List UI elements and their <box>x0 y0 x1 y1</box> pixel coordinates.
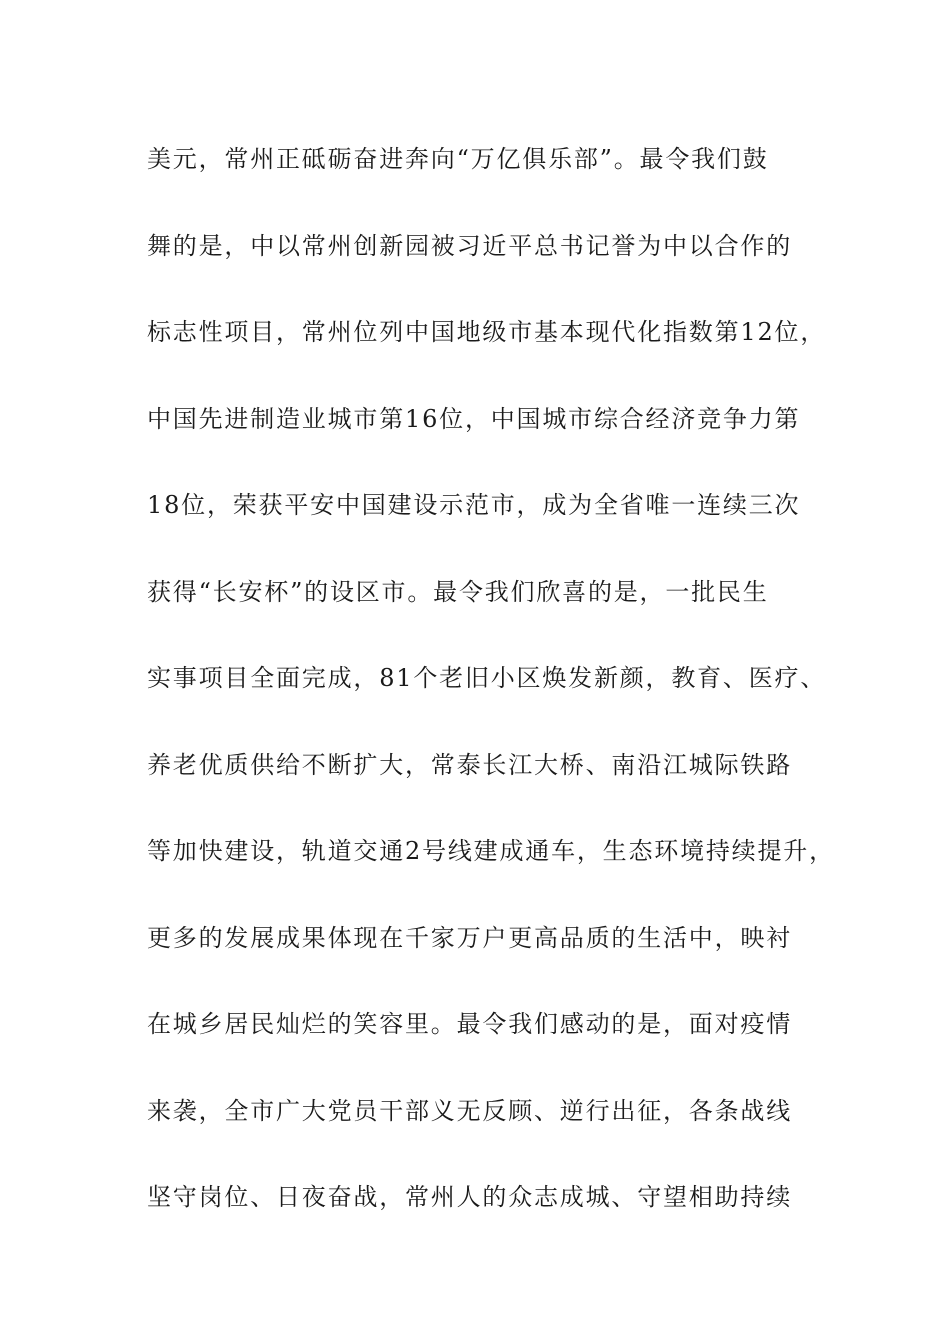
body-text <box>147 137 835 1262</box>
text-line: 在城乡居民灿烂的笑容里。最令我们感动的是，面对疫情 <box>147 1010 792 1038</box>
text-line: 养老优质供给不断扩大，常泰长江大桥、南沿江城际铁路 <box>147 750 792 779</box>
text-line: 美元，常州正砥砺奋进奔向“万亿俱乐部”。最令我们鼓 <box>147 145 769 173</box>
text-line: 来袭，全市广大党员干部义无反顾、逆行出征，各条战线 <box>147 1096 792 1125</box>
text-line: 18位，荣获平安中国建设示范市，成为全省唯一连续三次 <box>147 491 801 519</box>
text-line: 获得“长安杯”的设区市。最令我们欣喜的是，一批民生 <box>147 577 769 606</box>
text-line: 舞的是，中以常州创新园被习近平总书记誉为中以合作的 <box>147 231 792 260</box>
text-line: 坚守岗位、日夜奋战，常州人的众志成城、守望相助持续 <box>147 1183 792 1211</box>
text-line: 中国先进制造业城市第16位，中国城市综合经济竞争力第 <box>147 404 801 433</box>
text-line: 实事项目全面完成，81个老旧小区焕发新颜，教育、医疗、 <box>147 664 827 692</box>
text-line: 等加快建设，轨道交通2号线建成通车，生态环境持续提升， <box>147 837 835 865</box>
text-line: 标志性项目，常州位列中国地级市基本现代化指数第12位， <box>147 318 827 346</box>
text-line: 更多的发展成果体现在千家万户更高品质的生活中，映衬 <box>147 923 792 952</box>
